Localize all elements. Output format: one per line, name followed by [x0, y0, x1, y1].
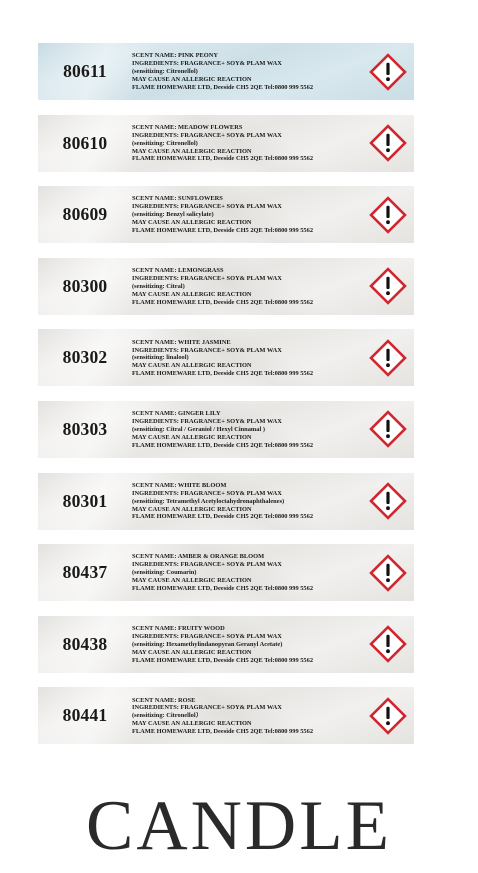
label-info: [132, 51, 362, 92]
exclamation-hazard-icon-svg: [369, 339, 407, 377]
candle-label: [38, 43, 414, 100]
manufacturer-line: FLAME HOMEWARE LTD, Deeside CH5 2QE Tel:0800 999 5562: [132, 585, 314, 593]
ingredients-line: INGREDIENTS: FRAGRANCE+ SOY& PLAM WAX: [132, 418, 282, 426]
manufacturer-line: FLAME HOMEWARE LTD, Deeside CH5 2QE Tel:0800 999 5562: [132, 83, 314, 91]
manufacturer-line: FLAME HOMEWARE LTD, Deeside CH5 2QE Tel:0800 999 5562: [132, 370, 314, 378]
allergy-warning-line: MAY CAUSE AN ALLERGIC REACTION: [132, 720, 252, 728]
allergy-warning-line: MAY CAUSE AN ALLERGIC REACTION: [132, 577, 252, 585]
ingredients-line: INGREDIENTS: FRAGRANCE+ SOY& PLAM WAX: [132, 346, 282, 354]
allergy-warning-line: MAY CAUSE AN ALLERGIC REACTION: [132, 362, 252, 370]
scent-name-line: SCENT NAME: MEADOW FLOWERS: [132, 123, 243, 131]
label-info: [132, 123, 362, 164]
ingredients-line: INGREDIENTS: FRAGRANCE+ SOY& PLAM WAX: [132, 704, 282, 712]
sensitizing-line: (sensitizing: Citral): [132, 282, 185, 290]
exclamation-hazard-icon-svg: [369, 196, 407, 234]
sensitizing-line: (sensitizing: Citral / Geraniol / Hexyl Cinnamal ): [132, 426, 265, 434]
exclamation-hazard-icon: [362, 687, 414, 744]
candle-label: [38, 687, 414, 744]
exclamation-hazard-icon-svg: [369, 267, 407, 305]
exclamation-hazard-icon: [362, 43, 414, 100]
product-code: 80301: [62, 490, 108, 511]
scent-name-line: SCENT NAME: WHITE JASMINE: [132, 338, 231, 346]
exclamation-hazard-icon-svg: [369, 53, 407, 91]
candle-label: [38, 401, 414, 458]
exclamation-hazard-icon-svg: [369, 482, 407, 520]
manufacturer-line: FLAME HOMEWARE LTD, Deeside CH5 2QE Tel:0800 999 5562: [132, 513, 314, 521]
scent-name-line: SCENT NAME: AMBER & ORANGE BLOOM: [132, 553, 265, 561]
scent-name-line: SCENT NAME: PINK PEONY: [132, 52, 218, 60]
ingredients-line: INGREDIENTS: FRAGRANCE+ SOY& PLAM WAX: [132, 632, 282, 640]
label-info: [132, 624, 362, 665]
allergy-warning-line: MAY CAUSE AN ALLERGIC REACTION: [132, 433, 252, 441]
exclamation-hazard-icon-svg: [369, 554, 407, 592]
exclamation-hazard-icon: [362, 258, 414, 315]
sensitizing-line: (sensitizing: Tetramethyl Acetyloctahydronaphthalenes): [132, 497, 285, 505]
sensitizing-line: (sensitizing: Citronellol): [132, 68, 198, 76]
ingredients-line: INGREDIENTS: FRAGRANCE+ SOY& PLAM WAX: [132, 60, 282, 68]
exclamation-hazard-icon: [362, 401, 414, 458]
sensitizing-line: (sensitizing: Hexamethylindanopyran Geranyl Acetate): [132, 640, 283, 648]
manufacturer-line: FLAME HOMEWARE LTD, Deeside CH5 2QE Tel:0800 999 5562: [132, 728, 314, 736]
exclamation-hazard-icon: [362, 616, 414, 673]
product-code: 80441: [62, 705, 108, 726]
manufacturer-line: FLAME HOMEWARE LTD, Deeside CH5 2QE Tel:0800 999 5562: [132, 441, 314, 449]
label-info: [132, 481, 362, 522]
label-info: [132, 338, 362, 379]
candle-label: [38, 115, 414, 172]
exclamation-hazard-icon: [362, 329, 414, 386]
label-info: [132, 409, 362, 450]
exclamation-hazard-icon-svg: [369, 124, 407, 162]
product-code: 80303: [62, 418, 108, 439]
sensitizing-line: (sensitizing: Citronellol): [132, 139, 198, 147]
allergy-warning-line: MAY CAUSE AN ALLERGIC REACTION: [132, 505, 252, 513]
exclamation-hazard-icon-svg: [369, 410, 407, 448]
sensitizing-line: (sensitizing: Citronellol）: [132, 712, 202, 720]
scent-name-line: SCENT NAME: ROSE: [132, 696, 196, 704]
product-code: 80437: [62, 562, 108, 583]
candle-label: [38, 329, 414, 386]
exclamation-hazard-icon-svg: [369, 697, 407, 735]
exclamation-hazard-icon-svg: [369, 625, 407, 663]
allergy-warning-line: MAY CAUSE AN ALLERGIC REACTION: [132, 219, 252, 227]
manufacturer-line: FLAME HOMEWARE LTD, Deeside CH5 2QE Tel:0800 999 5562: [132, 155, 314, 163]
label-info: [132, 552, 362, 593]
ingredients-line: INGREDIENTS: FRAGRANCE+ SOY& PLAM WAX: [132, 489, 282, 497]
ingredients-line: INGREDIENTS: FRAGRANCE+ SOY& PLAM WAX: [132, 561, 282, 569]
allergy-warning-line: MAY CAUSE AN ALLERGIC REACTION: [132, 290, 252, 298]
sensitizing-line: (sensitizing: Coumarin): [132, 569, 197, 577]
label-list: [38, 43, 414, 759]
exclamation-hazard-icon: [362, 186, 414, 243]
manufacturer-line: FLAME HOMEWARE LTD, Deeside CH5 2QE Tel:0800 999 5562: [132, 227, 314, 235]
candle-label: [38, 186, 414, 243]
ingredients-line: INGREDIENTS: FRAGRANCE+ SOY& PLAM WAX: [132, 131, 282, 139]
sensitizing-line: (sensitizing: linalool): [132, 354, 189, 362]
candle-label: [38, 473, 414, 530]
product-code: 80302: [62, 347, 108, 368]
manufacturer-line: FLAME HOMEWARE LTD, Deeside CH5 2QE Tel:0800 999 5562: [132, 298, 314, 306]
candle-label: [38, 616, 414, 673]
sensitizing-line: (sensitizing: Benzyl salicylate): [132, 211, 214, 219]
exclamation-hazard-icon: [362, 115, 414, 172]
ingredients-line: INGREDIENTS: FRAGRANCE+ SOY& PLAM WAX: [132, 203, 282, 211]
ingredients-line: INGREDIENTS: FRAGRANCE+ SOY& PLAM WAX: [132, 274, 282, 282]
scent-name-line: SCENT NAME: LEMONGRASS: [132, 267, 224, 275]
footer-title: CANDLE: [86, 787, 392, 865]
allergy-warning-line: MAY CAUSE AN ALLERGIC REACTION: [132, 147, 252, 155]
allergy-warning-line: MAY CAUSE AN ALLERGIC REACTION: [132, 75, 252, 83]
scent-name-line: SCENT NAME: GINGER LILY: [132, 410, 221, 418]
product-code: 80609: [62, 204, 108, 225]
candle-label: [38, 258, 414, 315]
product-code: 80611: [63, 61, 107, 81]
label-info: [132, 696, 362, 737]
product-code: 80610: [62, 132, 108, 153]
manufacturer-line: FLAME HOMEWARE LTD, Deeside CH5 2QE Tel:0800 999 5562: [132, 656, 314, 664]
exclamation-hazard-icon: [362, 473, 414, 530]
scent-name-line: SCENT NAME: FRUITY WOOD: [132, 624, 225, 632]
product-code: 80300: [62, 275, 108, 296]
allergy-warning-line: MAY CAUSE AN ALLERGIC REACTION: [132, 648, 252, 656]
label-info: [132, 194, 362, 235]
product-code: 80438: [62, 633, 108, 654]
scent-name-line: SCENT NAME: SUNFLOWERS: [132, 195, 223, 203]
scent-name-line: SCENT NAME: WHITE BLOOM: [132, 481, 227, 489]
exclamation-hazard-icon: [362, 544, 414, 601]
label-info: [132, 266, 362, 307]
candle-label: [38, 544, 414, 601]
